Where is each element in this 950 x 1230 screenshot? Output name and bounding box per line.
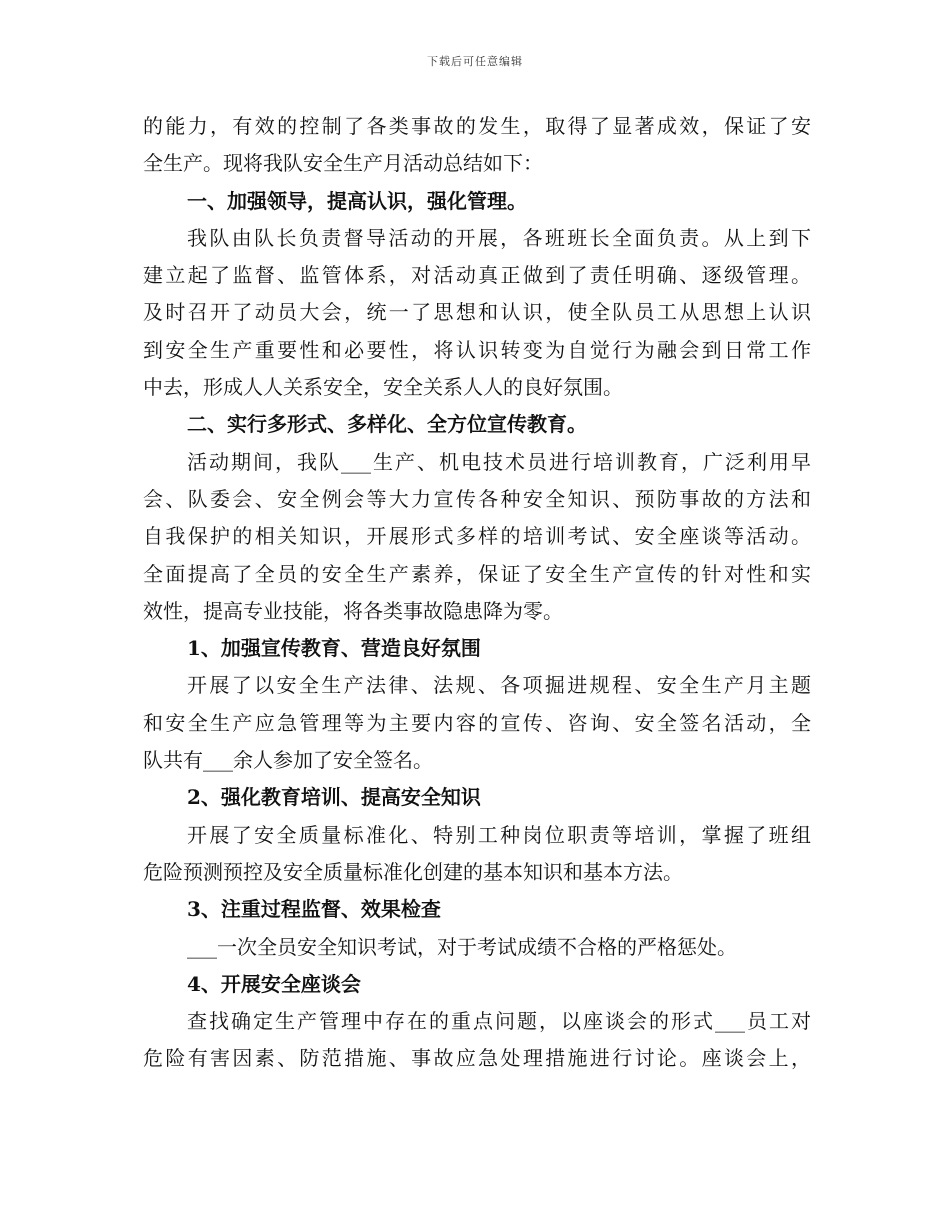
paragraph-line: 开展了安全质量标准化、特别工种岗位职责等培训，掌握了班组 xyxy=(187,822,811,847)
paragraph-line: 的能力，有效的控制了各类事故的发生，取得了显著成效，保证了安 xyxy=(143,114,811,138)
subsection-heading: 1、加强宣传教育、营造良好氛围 xyxy=(187,636,481,661)
subsection-heading: 2、强化教育培训、提高安全知识 xyxy=(187,785,481,810)
paragraph-line: 和安全生产应急管理等为主要内容的宣传、咨询、安全签名活动，全 xyxy=(143,710,811,735)
paragraph-line: 开展了以安全生产法律、法规、各项掘进规程、安全生产月主题 xyxy=(187,673,811,698)
paragraph-line: 全生产。现将我队安全生产月活动总结如下： xyxy=(143,151,543,176)
paragraph-line: 会、队委会、安全例会等大力宣传各种安全知识、预防事故的方法和 xyxy=(143,486,811,511)
paragraph-line: 我队由队长负责督导活动的开展，各班班长全面负责。从上到下 xyxy=(187,225,811,250)
paragraph-line: 全面提高了全员的安全生产素养，保证了安全生产宣传的针对性和实 xyxy=(143,561,811,586)
paragraph-line: 自我保护的相关知识，开展形式多样的培训考试、安全座谈等活动。 xyxy=(143,524,811,549)
paragraph-line: 建立起了监督、监管体系，对活动真正做到了责任明确、逐级管理。 xyxy=(143,263,811,288)
paragraph-line: 查找确定生产管理中存在的重点问题，以座谈会的形式___员工对 xyxy=(187,1009,811,1034)
paragraph-line: 活动期间，我队___生产、机电技术员进行培训教育，广泛利用早 xyxy=(187,449,811,474)
subsection-heading: 3、注重过程监督、效果检查 xyxy=(187,897,441,922)
subsection-heading: 4、开展安全座谈会 xyxy=(187,971,361,996)
paragraph-line: 及时召开了动员大会，统一了思想和认识，使全队员工从思想上认识 xyxy=(143,300,811,325)
section-heading: 一、加强领导，提高认识，强化管理。 xyxy=(187,188,527,213)
paragraph-line: ___一次全员安全知识考试，对于考试成绩不合格的严格惩处。 xyxy=(187,934,737,959)
page-header: 下载后可任意编辑 xyxy=(427,55,523,68)
paragraph-line: 队共有___余人参加了安全签名。 xyxy=(143,748,433,773)
paragraph-line: 中去，形成人人关系安全，安全关系人人的良好氛围。 xyxy=(143,375,623,400)
paragraph-line: 危险有害因素、防范措施、事故应急处理措施进行讨论。座谈会上， xyxy=(143,1046,811,1071)
paragraph-line: 危险预测预控及安全质量标准化创建的基本知识和基本方法。 xyxy=(143,859,683,884)
paragraph-line: 效性，提高专业技能，将各类事故隐患降为零。 xyxy=(143,598,563,623)
section-heading: 二、实行多形式、多样化、全方位宣传教育。 xyxy=(187,412,587,437)
paragraph-line: 到安全生产重要性和必要性，将认识转变为自觉行为融会到日常工作 xyxy=(143,337,811,362)
document-body xyxy=(143,108,811,1078)
